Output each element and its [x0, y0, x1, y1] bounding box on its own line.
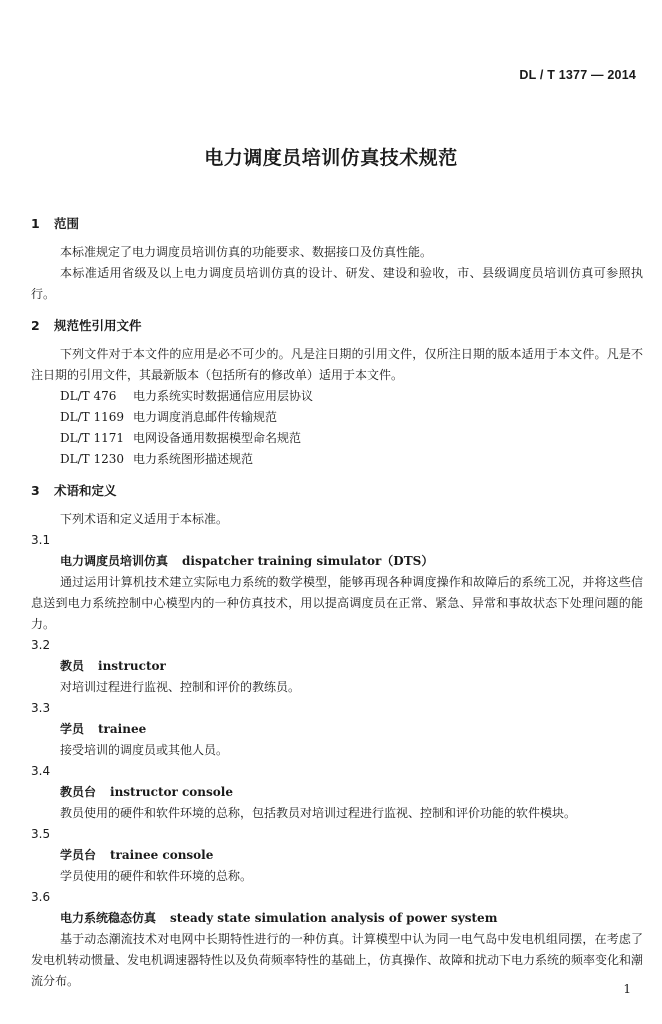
page-number: 1 [623, 982, 631, 996]
term-chinese: 教员台 [60, 785, 97, 799]
term-chinese: 学员台 [60, 848, 97, 862]
term-heading [31, 719, 643, 740]
term-heading [31, 845, 643, 866]
section-heading [31, 212, 643, 236]
term-chinese: 教员 [60, 659, 85, 673]
term-number: 3.1 [31, 533, 51, 547]
paragraph: 本标准规定了电力调度员培训仿真的功能要求、数据接口及仿真性能。 [60, 245, 433, 259]
term-number: 3.3 [31, 701, 51, 715]
reference-code: DL/T 476 [60, 389, 117, 403]
term-definition: 基于动态潮流技术对电网中长期特性进行的一种仿真。计算模型中认为同一电气岛中发电机组同摆，在考虑了发电机转动惯量、发电机调速器特性以及负荷频率特性的基础上，仿真操作、故障和扰动下电力系统的频率变化和潮流分布。 [31, 932, 644, 988]
term-definition: 对培训过程进行监视、控制和评价的教练员。 [60, 680, 301, 694]
section-number: 3 [31, 483, 40, 498]
term-english: trainee console [110, 848, 214, 862]
term-entry [31, 635, 643, 698]
document-body [31, 212, 643, 992]
reference-code: DL/T 1171 [60, 431, 124, 445]
section-number: 2 [31, 318, 40, 333]
reference-title: 电网设备通用数据模型命名规范 [133, 431, 302, 445]
section-title: 范围 [54, 216, 80, 231]
term-entry [31, 761, 643, 824]
paragraph: 下列术语和定义适用于本标准。 [60, 512, 229, 526]
term-entry [31, 887, 643, 992]
standard-code: DL / T 1377 — 2014 [519, 68, 636, 82]
term-chinese: 学员 [60, 722, 85, 736]
term-entry [31, 530, 643, 635]
section-heading [31, 314, 643, 338]
term-english: dispatcher training simulator（DTS） [182, 554, 434, 568]
reference-title: 电力系统实时数据通信应用层协议 [133, 389, 314, 403]
term-heading [31, 551, 643, 572]
term-english: steady state simulation analysis of power system [170, 911, 498, 925]
term-english: instructor console [110, 785, 233, 799]
section-title: 规范性引用文件 [54, 318, 142, 333]
term-chinese: 电力调度员培训仿真 [60, 554, 169, 568]
section-number: 1 [31, 216, 40, 231]
reference-item [31, 407, 643, 428]
reference-title: 电力系统图形描述规范 [133, 452, 254, 466]
document-title: 电力调度员培训仿真技术规范 [204, 147, 458, 169]
term-english: instructor [98, 659, 166, 673]
section-title: 术语和定义 [54, 483, 117, 498]
section-heading [31, 479, 643, 503]
reference-code: DL/T 1169 [60, 410, 124, 424]
term-chinese: 电力系统稳态仿真 [60, 911, 157, 925]
term-definition: 通过运用计算机技术建立实际电力系统的数学模型，能够再现各种调度操作和故障后的系统工况，并将这些信息送到电力系统控制中心模型内的一种仿真技术，用以提高调度员在正常、紧急、异常和事故状态下处理问题的能力。 [31, 575, 643, 631]
term-number: 3.4 [31, 764, 51, 778]
term-heading [31, 656, 643, 677]
reference-item [31, 449, 643, 470]
term-definition: 接受培训的调度员或其他人员。 [60, 743, 229, 757]
reference-title: 电力调度消息邮件传输规范 [133, 410, 278, 424]
term-number: 3.5 [31, 827, 51, 841]
paragraph: 下列文件对于本文件的应用是必不可少的。凡是注日期的引用文件，仅所注日期的版本适用于本文件。凡是不注日期的引用文件，其最新版本（包括所有的修改单）适用于本文件。 [31, 347, 643, 382]
term-definition: 学员使用的硬件和软件环境的总称。 [60, 869, 253, 883]
term-heading [31, 908, 643, 929]
term-heading [31, 782, 643, 803]
term-entry [31, 698, 643, 761]
paragraph: 本标准适用省级及以上电力调度员培训仿真的设计、研发、建设和验收，市、县级调度员培训仿真可参照执行。 [31, 266, 643, 301]
term-definition: 教员使用的硬件和软件环境的总称，包括教员对培训过程进行监视、控制和评价功能的软件模块。 [60, 806, 577, 820]
term-entry [31, 824, 643, 887]
section-references [31, 314, 643, 470]
section-terms [31, 479, 643, 992]
reference-item [31, 386, 643, 407]
term-english: trainee [98, 722, 147, 736]
term-number: 3.2 [31, 638, 51, 652]
term-number: 3.6 [31, 890, 51, 904]
reference-code: DL/T 1230 [60, 452, 124, 466]
section-scope [31, 212, 643, 305]
reference-item [31, 428, 643, 449]
